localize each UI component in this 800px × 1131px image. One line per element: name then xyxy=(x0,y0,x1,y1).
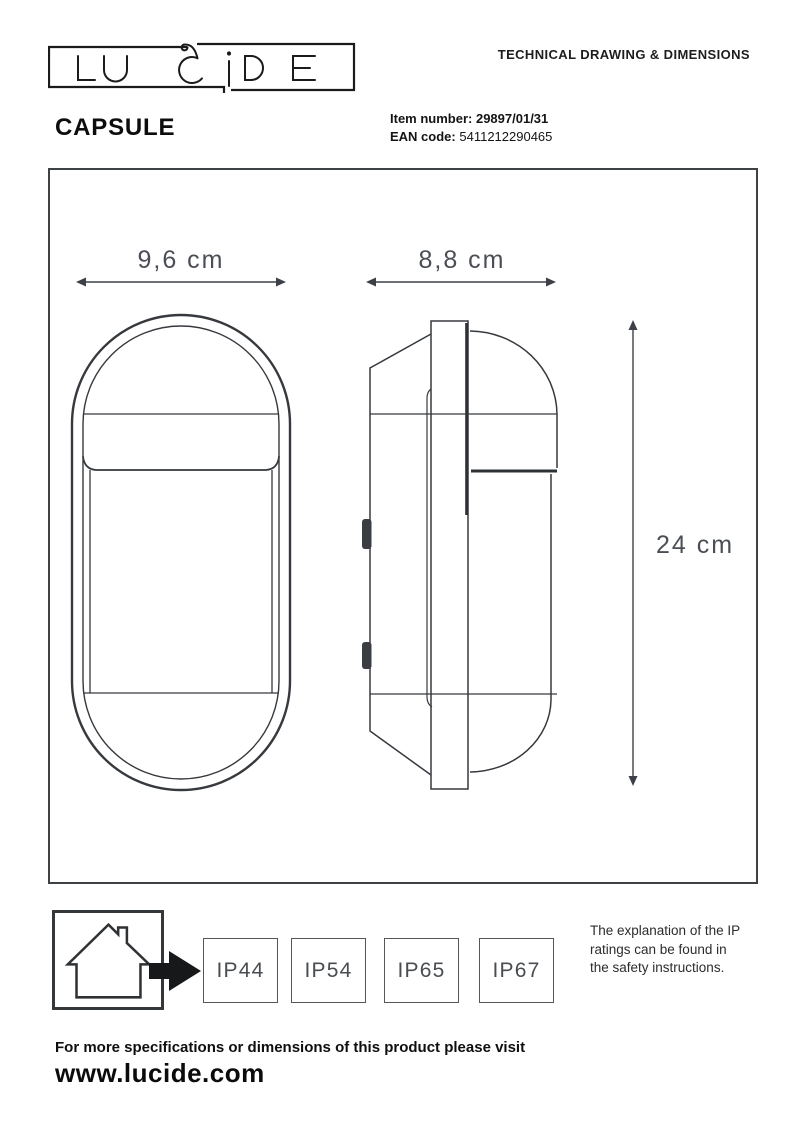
ip-ratings-note: The explanation of the IP ratings can be found in the safety instructions. xyxy=(590,923,740,976)
indoor-use-symbol-box xyxy=(52,910,164,1010)
arrow-right-icon xyxy=(149,949,203,993)
side-body-top-right xyxy=(470,331,557,468)
front-width-label: 9,6 cm xyxy=(137,246,225,274)
ip-rating-ip65: IP65 xyxy=(384,938,459,1003)
item-number-label: Item number: xyxy=(390,111,473,126)
front-width-arrow xyxy=(76,278,286,287)
side-body-left-profile xyxy=(370,334,431,775)
ip-rating-ip44: IP44 xyxy=(203,938,278,1003)
ip-rating-ip54: IP54 xyxy=(291,938,366,1003)
side-body-bottom-right xyxy=(470,474,551,772)
logo-frame-right xyxy=(197,44,354,90)
side-mounting-plate xyxy=(431,321,468,789)
item-number-row xyxy=(390,110,552,128)
ean-value: 5411212290465 xyxy=(459,129,553,144)
side-depth-label: 8,8 cm xyxy=(418,246,506,274)
house-outline xyxy=(68,925,149,998)
website-link[interactable]: www.lucide.com xyxy=(55,1058,265,1088)
height-arrow xyxy=(629,320,638,786)
product-name: CAPSULE xyxy=(55,114,176,141)
dimension-arrows xyxy=(76,278,638,787)
side-view xyxy=(362,321,557,789)
front-view xyxy=(72,315,290,790)
logo-i-dot xyxy=(227,51,231,55)
house-icon xyxy=(55,913,161,1007)
footer-text: For more specifications or dimensions of this product please visit xyxy=(55,1039,526,1056)
product-meta xyxy=(390,110,552,146)
lucide-logo-graphic xyxy=(48,40,360,102)
ip-rating-ip67: IP67 xyxy=(479,938,554,1003)
side-clip-bottom xyxy=(362,642,372,669)
ean-row xyxy=(390,128,552,146)
front-band-bottom-line xyxy=(83,456,279,470)
front-inner-capsule xyxy=(83,326,279,779)
height-label: 24 cm xyxy=(656,531,735,559)
logo-frame-left xyxy=(49,47,224,93)
lucide-logo xyxy=(48,40,360,102)
logo-letters xyxy=(78,45,315,87)
item-number-value: 29897/01/31 xyxy=(475,111,549,126)
side-depth-arrow xyxy=(366,278,556,287)
side-clip-top xyxy=(362,519,372,549)
front-outer-capsule xyxy=(72,315,290,790)
doc-title: TECHNICAL DRAWING & DIMENSIONS xyxy=(497,47,750,62)
ean-label: EAN code: xyxy=(390,129,456,144)
